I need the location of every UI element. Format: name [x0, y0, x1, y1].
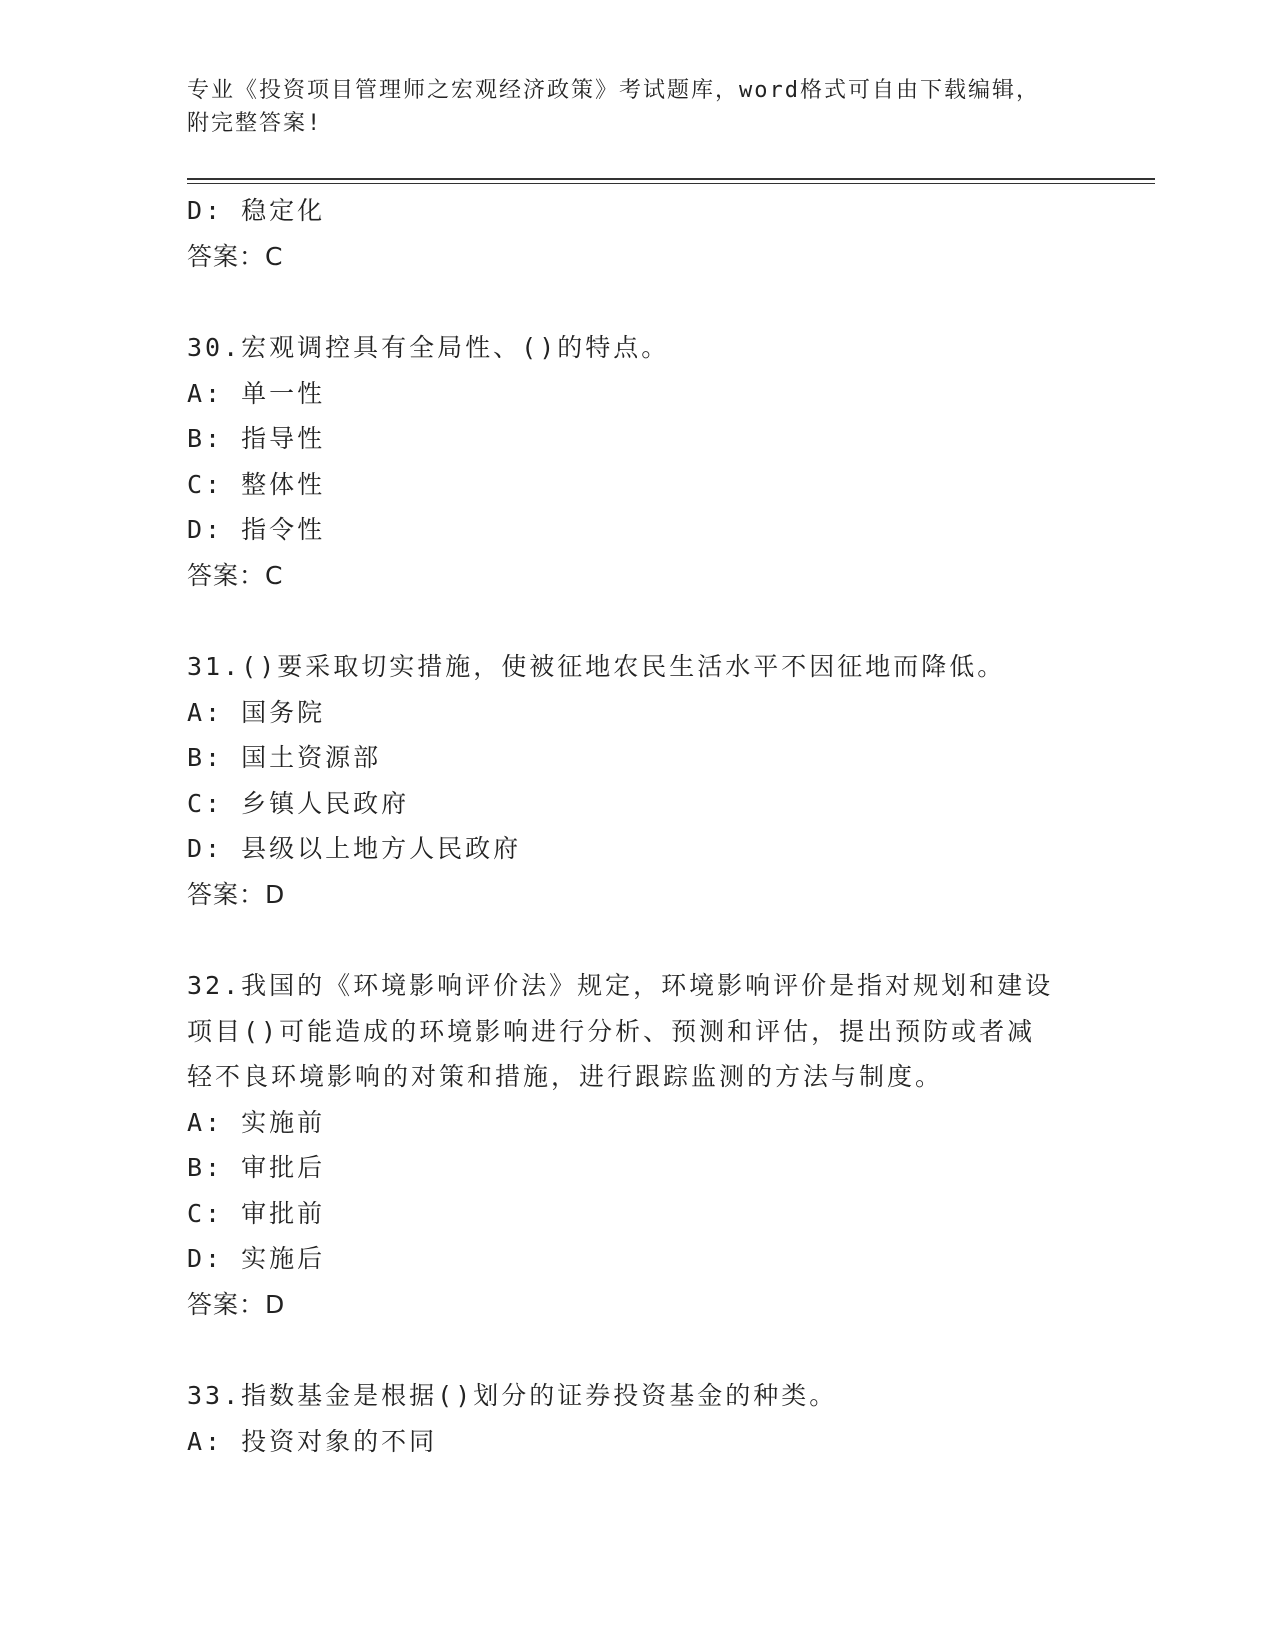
- option-a: A: 单一性: [187, 378, 326, 408]
- option-c: C: 审批前: [187, 1198, 326, 1228]
- previous-question-tail: [187, 188, 1155, 279]
- option-d: D: 稳定化: [187, 196, 326, 225]
- question-31: [187, 644, 1155, 917]
- spacer: [187, 279, 1155, 325]
- spacer: [187, 1327, 1155, 1373]
- answer-line: 答案：D: [187, 1289, 286, 1319]
- header-divider-thick: [187, 178, 1155, 180]
- answer-line: 答案：C: [187, 560, 284, 590]
- option-c: C: 整体性: [187, 469, 326, 499]
- question-33: [187, 1373, 1155, 1464]
- option-d: D: 实施后: [187, 1244, 326, 1273]
- spacer: [187, 598, 1155, 644]
- answer-line: 答案：D: [187, 879, 286, 909]
- option-a: A: 国务院: [187, 697, 326, 727]
- question-text: 33.指数基金是根据()划分的证券投资基金的种类。: [187, 1381, 838, 1410]
- question-text-line-1: 32.我国的《环境影响评价法》规定，环境影响评价是指对规划和建设: [187, 971, 1054, 1000]
- option-b: B: 指导性: [187, 424, 326, 453]
- question-32: [187, 963, 1155, 1327]
- question-text: 31.()要采取切实措施，使被征地农民生活水平不因征地而降低。: [187, 652, 1006, 681]
- question-30: [187, 325, 1155, 598]
- option-c: C: 乡镇人民政府: [187, 788, 410, 818]
- header-divider-thin: [187, 183, 1155, 184]
- option-b: B: 审批后: [187, 1153, 326, 1182]
- question-text: 30.宏观调控具有全局性、()的特点。: [187, 333, 670, 362]
- spacer: [187, 917, 1155, 963]
- option-d: D: 县级以上地方人民政府: [187, 834, 522, 863]
- question-text-line-2: 项目()可能造成的环境影响进行分析、预测和评估，提出预防或者减: [187, 1016, 1036, 1046]
- header-line-1: 专业《投资项目管理师之宏观经济政策》考试题库，word格式可自由下载编辑，: [187, 78, 1040, 103]
- question-text-line-3: 轻不良环境影响的对策和措施，进行跟踪监测的方法与制度。: [187, 1062, 944, 1091]
- option-a: A: 实施前: [187, 1107, 326, 1137]
- option-b: B: 国土资源部: [187, 743, 382, 772]
- answer-line: 答案：C: [187, 241, 284, 271]
- document-header: [187, 74, 1087, 140]
- question-content: [187, 188, 1155, 1464]
- header-line-2: 附完整答案!: [187, 111, 323, 136]
- option-d: D: 指令性: [187, 515, 326, 544]
- option-a: A: 投资对象的不同: [187, 1426, 438, 1456]
